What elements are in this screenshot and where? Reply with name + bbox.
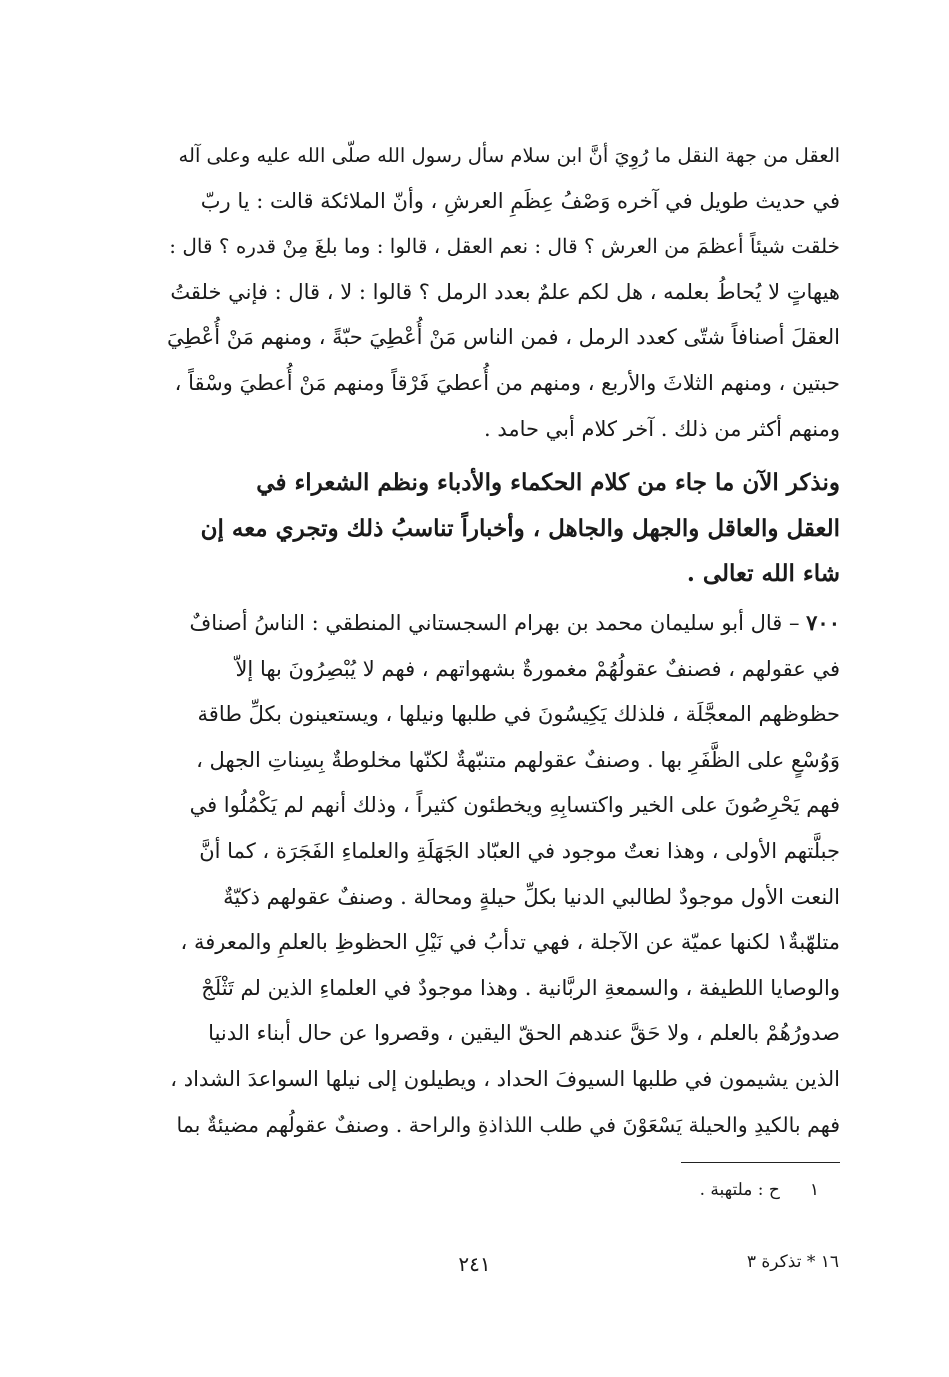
text-line: فهم يَحْرِصُونَ على الخير واكتسابِهِ ويخطئون كثيراً ، وذلك أنهم لم يَكْمُلُوا في: [189, 793, 840, 818]
footnote-text: ح : ملتهبة .: [699, 1180, 780, 1200]
text-line: حبتين ، ومنهم الثلاثَ والأربع ، ومنهم من أُعطيَ فَرْقاً ومنهم مَنْ أُعطيَ وسْقاً ،: [174, 370, 840, 395]
text-line: فهم بالكيدِ والحيلة يَسْعَوْنَ في طلب اللذاذةِ والراحة . وصنفٌ عقولُهم مضيئةٌ بما: [176, 1112, 840, 1137]
heading-line: العقل والعاقل والجهل والجاهل ، وأخباراً تناسبُ ذلك وتجري معه إن: [200, 514, 840, 542]
paragraph-hadith: [165, 133, 840, 452]
text-line: [165, 600, 840, 647]
heading-line: ونذكر الآن ما جاء من كلام الحكماء والأدباء ونظم الشعراء في: [256, 469, 840, 496]
footnote-number: ١: [809, 1180, 819, 1200]
signature-mark: ١٦ * تذكرة ٣: [746, 1252, 839, 1272]
text-line: في عقولهم ، فصنفٌ عقولُهُمْ مغمورةٌ بشهواتهم ، فهم لا يُبْصِرُونَ بها إلاّ: [235, 656, 840, 681]
section-heading: [165, 460, 840, 597]
text-line: خلقت شيئاً أعظمَ من العرش ؟ قال : نعم العقل ، قالوا : وما بلغَ مِنْ قدره ؟ قال :: [169, 234, 840, 259]
text-line: حظوظهم المعجَّلَة ، فلذلك يَكِيسُونَ في طلبها ونيلها ، ويستعينون بكلِّ طاقة: [197, 702, 840, 727]
text-line: وَوُسْعٍ على الظَّفَرِ بها . وصنفٌ عقولهم متنبّهةٌ لكنّها مخلوطةٌ بِسِناتِ الجهل ،: [196, 747, 840, 772]
footnote: [700, 1180, 819, 1200]
text-line: صدورُهُمْ بالعلم ، ولا حَقَّ عندهم الحقّ اليقين ، وقصروا عن حال أبناء الدنيا: [208, 1021, 840, 1046]
paragraph-700: [165, 600, 840, 1148]
heading-line: شاء الله تعالى .: [686, 560, 840, 587]
text-line: متلهّبةٌ١ لكنها عميّة عن الآجلة ، فهي تدأبُ في نَيْلِ الحظوظِ بالعلمِ والمعرفة ،: [180, 930, 840, 955]
text-line: والوصايا اللطيفة ، والسمعةِ الربَّانية . وهذا موجودٌ في العلماءِ الذين لم تَثْلَجْ: [201, 975, 840, 1000]
text-line: العقلَ أصنافاً شتّى كعدد الرمل ، فمن الناس مَنْ أُعْطِيَ حبّةً ، ومنهم مَنْ أُعْطِيَ: [166, 325, 840, 350]
text-line: جبلَّتهم الأولى ، وهذا نعتٌ موجود في العبّاد الجَهَلَةِ والعلماءِ الفَجَرَة ، كما أنَّ: [199, 838, 840, 863]
entry-text: – قال أبو سليمان محمد بن بهرام السجستاني المنطقي : الناسُ أصنافٌ: [189, 611, 800, 635]
entry-number: ٧٠٠: [806, 610, 840, 635]
footnote-divider: [681, 1162, 840, 1163]
text-line: العقل من جهة النقل ما رُوِيَ أنَّ ابن سلام سأل رسول الله صلّى الله عليه وعلى آله: [178, 144, 840, 167]
text-line: ومنهم أكثر من ذلك . آخر كلام أبي حامد .: [483, 416, 840, 441]
page-number: ٢٤١: [458, 1252, 491, 1276]
text-line: الذين يشيمون في طلبها السيوفَ الحداد ، ويطيلون إلى نيلها السواعدَ الشداد ،: [170, 1066, 840, 1091]
text-line: هيهاتٍ لا يُحاطُ بعلمه ، هل لكم علمٌ بعدد الرمل ؟ قالوا : لا ، قال : فإني خلقتُ: [170, 279, 840, 304]
text-line: النعت الأول موجودٌ لطالبي الدنيا بكلِّ حيلةٍ ومحالة . وصنفٌ عقولهم ذكيّةٌ: [223, 884, 840, 909]
text-line: في حديث طويل في آخره وَصْفُ عِظَمِ العرشِ ، وأنّ الملائكة قالت : يا ربّ: [200, 188, 840, 213]
